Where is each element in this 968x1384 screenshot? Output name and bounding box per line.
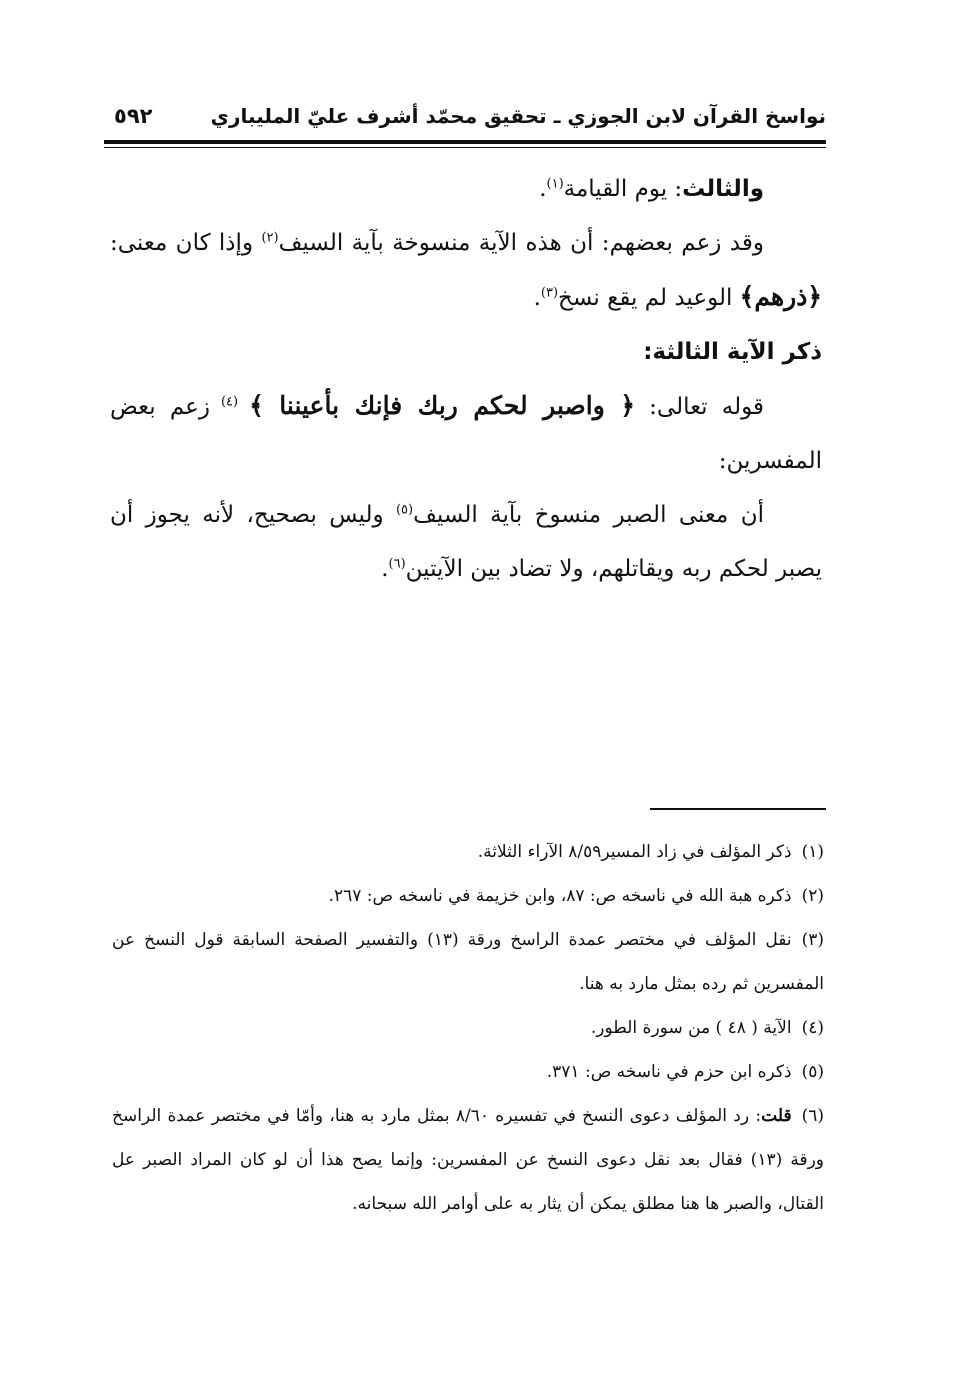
quran-quote: ﴿ واصبر لحكم ربك فإنك بأعيننا ﴾ [249, 391, 635, 420]
page-number: ٥٩٢ [114, 104, 153, 128]
footnote-text: الآية ( ٤٨ ) من سورة الطور. [590, 1018, 792, 1038]
header-rule-thick [104, 140, 826, 144]
section-heading: ذكر الآية الثالثة: [643, 339, 822, 365]
paragraph-text: أن معنى الصبر منسوخ بآية السيف [413, 502, 764, 528]
footnote-ref: (١) [546, 176, 564, 192]
footnote-ref: (٤) [209, 394, 250, 410]
paragraph-text: وإذا كان معنى: [110, 230, 262, 256]
footnote [112, 1094, 824, 1226]
footnote-ref: (٣) [540, 285, 559, 301]
paragraph-text: : يوم القيامة [563, 176, 683, 202]
footnote-number: (٥) [801, 1062, 824, 1082]
paragraph-abrogation-claim [110, 216, 822, 325]
footnote-text: نقل المؤلف في مختصر عمدة الراسخ ورقة (١٣) والتفسير الصفحة السابقة قول النسخ عن المفسرين ثم رده بمثل مارد به هنا. [112, 930, 824, 994]
footnote-ref: (٦) [388, 556, 406, 572]
footnote-text: ذكره هبة الله في ناسخه ص: ٨٧، وابن خزيمة في ناسخه ص: ٢٦٧. [328, 886, 792, 906]
footnote-text: : رد المؤلف دعوى النسخ في تفسيره ٨/٦٠ بمثل مارد به هنا، وأمّا في مختصر عمدة الراسخ ورقة (١٣) فقال بعد نقل دعوى النسخ عن المفسرين: وإنما يصح هذا أن لو كان المراد الصبر عل القتال، والصبر ها هنا مطلق يمكن أن يثار به على أوامر الله سبحانه. [112, 1106, 824, 1214]
footnote [112, 874, 824, 918]
page-header [104, 96, 826, 140]
footnote-number: (٦) [801, 1106, 824, 1126]
footnote-number: (٤) [801, 1018, 824, 1038]
footnote-number: (١) [801, 842, 824, 862]
paragraph-verse [110, 379, 822, 488]
paragraph-third-opinion [110, 162, 822, 216]
paragraph-text: وقد زعم بعضهم: أن هذه الآية منسوخة بآية السيف [278, 230, 764, 256]
paragraph-refutation [110, 488, 822, 596]
footnote [112, 1050, 824, 1094]
footnote [112, 830, 824, 874]
main-text [110, 162, 822, 596]
quran-quote: ﴿ذرهم﴾ [739, 282, 822, 311]
paragraph-end: . [533, 285, 541, 311]
paragraph-lead: والثالث [682, 176, 764, 202]
footnote-text: ذكره ابن حزم في ناسخه ص: ٣٧١. [546, 1062, 792, 1082]
footnote-text: ذكر المؤلف في زاد المسير٨/٥٩ الآراء الثلاثة. [477, 842, 792, 862]
paragraph-end: . [539, 176, 547, 202]
footnote-number: (٢) [801, 886, 824, 906]
footnote-ref: (٢) [261, 230, 279, 246]
footnote [112, 918, 824, 1006]
running-title: نواسخ القرآن لابن الجوزي ـ تحقيق محمّد أشرف عليّ المليباري [210, 104, 826, 128]
paragraph-text: قوله تعالى: [634, 394, 764, 420]
footnote-number: (٣) [801, 930, 824, 950]
paragraph-end: . [381, 556, 389, 582]
footnote [112, 1006, 824, 1050]
paragraph-text: وليس بصحيح، لأنه يجوز أن يصبر لحكم ربه ويقاتلهم، ولا تضاد بين الآيتين [110, 502, 822, 582]
paragraph-text: زعم بعض المفسرين: [110, 394, 822, 474]
footnote-ref: (٥) [395, 502, 414, 518]
paragraph-text: الوعيد لم يقع نسخ [558, 285, 740, 311]
footnotes [112, 830, 824, 1226]
footnote-lead: قلت [761, 1106, 792, 1126]
footnote-separator [650, 808, 826, 810]
header-rule-thin [104, 147, 826, 148]
